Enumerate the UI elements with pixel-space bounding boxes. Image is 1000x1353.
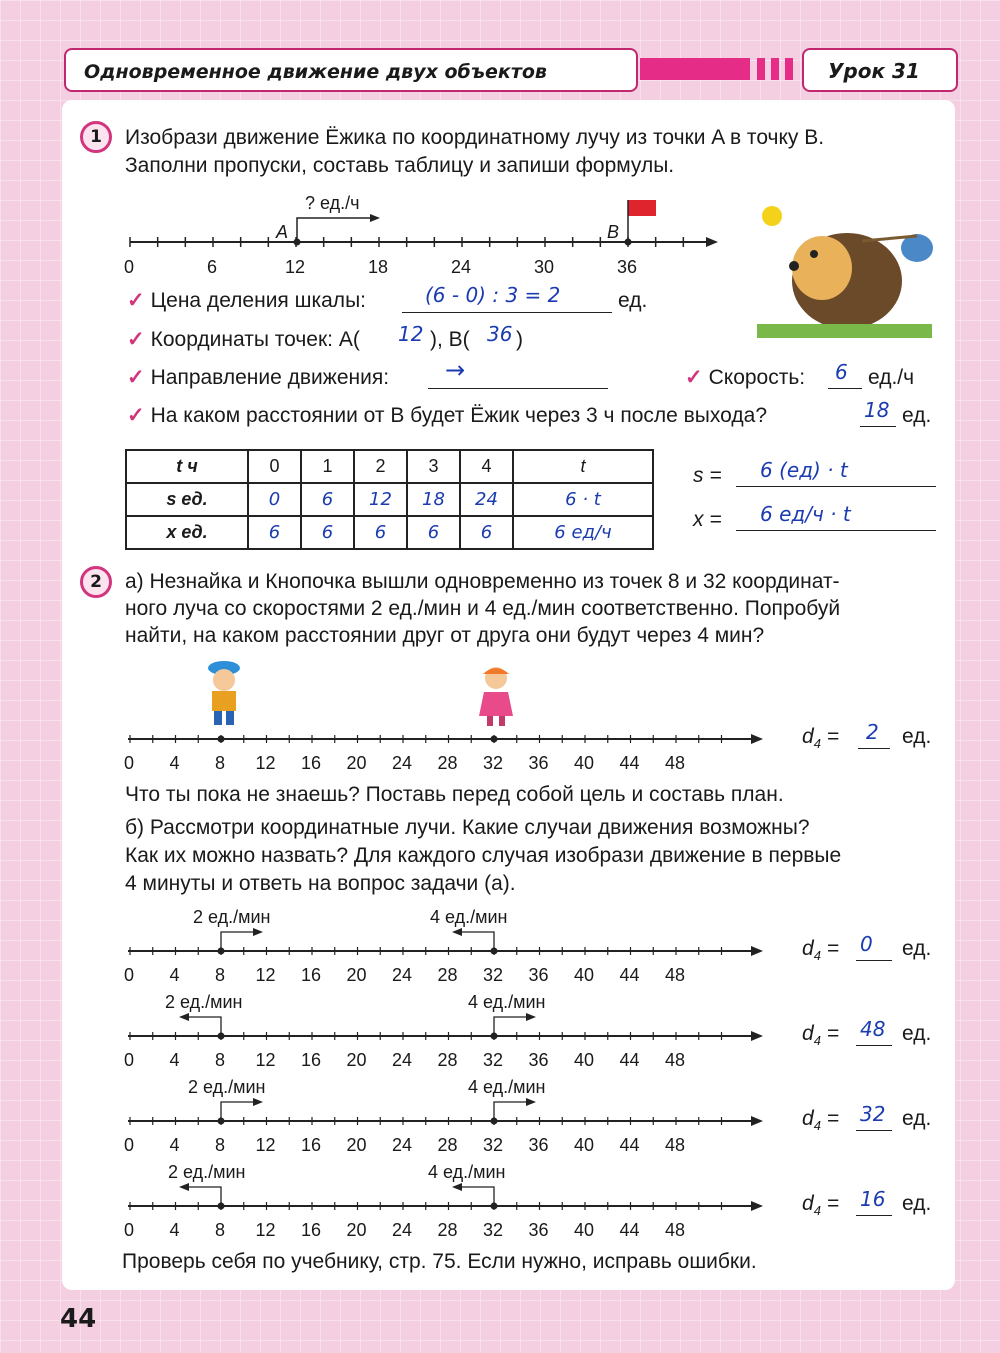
point-32-dot [491, 736, 498, 743]
tick-label: 28 [437, 1135, 458, 1155]
coords-question: ✓ Координаты точек: A( [127, 328, 360, 351]
lesson-label: Урок 31 [802, 48, 958, 92]
scale-unit: ед. [618, 289, 648, 312]
tick-label: 48 [665, 1050, 686, 1070]
tick-label: 20 [346, 753, 367, 773]
speed-label-4: 4 ед./мин [468, 992, 546, 1012]
speed-label-2: 2 ед./мин [165, 992, 243, 1012]
row-head-s: s ед. [126, 483, 248, 516]
tick-label: 4 [169, 965, 180, 985]
coord-b-answer[interactable]: 36 [487, 322, 513, 346]
axis-arrowhead [751, 1116, 763, 1126]
formula-s-answer[interactable]: 6 (ед) · t [760, 458, 848, 482]
tick-label: 36 [528, 965, 549, 985]
tick-label: 24 [392, 753, 413, 773]
row-head-t: t ч [126, 450, 248, 483]
speed-answer[interactable]: 6 [835, 360, 848, 384]
tick-label: 32 [483, 1135, 504, 1155]
tick-label: 0 [124, 1220, 135, 1240]
coord-a-answer[interactable]: 12 [398, 322, 424, 346]
tick-label: 30 [534, 257, 555, 277]
axis-arrowhead [751, 1201, 763, 1211]
tick-label: 0 [124, 1135, 135, 1155]
tick-label: 4 [169, 1135, 180, 1155]
point-b-label: B [607, 222, 620, 242]
tick-label: 48 [665, 1135, 686, 1155]
task-2b-line2: Как их можно назвать? Для каждого случая изобрази движение в первые [125, 844, 842, 867]
d4-answer-b[interactable]: 48 [860, 1017, 886, 1041]
task-2a-line1: а) Незнайка и Кнопочка вышли одновременно из точек 8 и 32 координат- [125, 570, 840, 593]
tick-label: 40 [574, 1135, 595, 1155]
distance-question: ✓ На каком расстоянии от B будет Ёжик через 3 ч после выхода? [127, 404, 767, 427]
direction-question: ✓ Направление движения: [127, 366, 390, 389]
task-2b-line1: б) Рассмотри координатные лучи. Какие случаи движения возможны? [125, 816, 810, 839]
d4-answer-line-a [858, 748, 890, 749]
tick-label: 16 [301, 965, 322, 985]
tick-label: 28 [437, 1220, 458, 1240]
axis-arrowhead [751, 1031, 763, 1041]
tick-label: 28 [437, 1050, 458, 1070]
tick-label: 20 [346, 1220, 367, 1240]
tick-label: 36 [617, 257, 638, 277]
check-line: Проверь себя по учебнику, стр. 75. Если нужно, исправь ошибки. [122, 1250, 757, 1273]
formula-x-label: x = [693, 508, 722, 531]
tick-label: 8 [215, 1135, 226, 1155]
d4-unit-b: ед. [902, 1107, 932, 1130]
coords-mid: ), B( [430, 328, 470, 351]
d4-label-b: $d_4$ = [802, 1022, 840, 1049]
speed-label-4: 4 ед./мин [428, 1162, 506, 1182]
speed-label-4: 4 ед./мин [430, 907, 508, 927]
table-row: s ед. 0 6 12 18 24 6 · t [126, 483, 653, 516]
tick-label: 6 [207, 257, 218, 277]
tick-label: 12 [255, 1135, 276, 1155]
axis-arrowhead [751, 946, 763, 956]
tick-label: 44 [619, 1220, 640, 1240]
tick-label: 12 [255, 965, 276, 985]
tick-label: 12 [255, 1050, 276, 1070]
d4-unit-b: ед. [902, 1022, 932, 1045]
tick-label: 8 [215, 1220, 226, 1240]
tick-label: 4 [169, 1220, 180, 1240]
task-2b-line3: 4 минуты и ответь на вопрос задачи (а). [125, 872, 516, 895]
task-2-number: 2 [80, 566, 112, 598]
axis-arrowhead [751, 734, 763, 744]
d4-answer-line-b [856, 1045, 892, 1046]
tick-label: 4 [169, 1050, 180, 1070]
d4-label-a: $d_4$ = [802, 725, 840, 752]
tick-label: 16 [301, 1050, 322, 1070]
speed-label-4: 4 ед./мин [468, 1077, 546, 1097]
task-1-speed-label: ? ед./ч [305, 193, 360, 213]
formula-s-label: s = [693, 464, 722, 487]
tick-label: 8 [215, 1050, 226, 1070]
tick-label: 48 [665, 1220, 686, 1240]
tick-label: 12 [255, 753, 276, 773]
tick-label: 40 [574, 965, 595, 985]
tick-label: 44 [619, 965, 640, 985]
tick-label: 16 [301, 753, 322, 773]
tick-label: 0 [124, 257, 135, 277]
tick-label: 40 [574, 753, 595, 773]
task-2a-line2: ного луча со скоростями 2 ед./мин и 4 ед./мин соответственно. Попробуй [125, 597, 841, 620]
task-1-number: 1 [80, 121, 112, 153]
scale-answer[interactable]: (6 - 0) : 3 = 2 [425, 283, 561, 307]
speed-label-2: 2 ед./мин [188, 1077, 266, 1097]
tick-label: 16 [301, 1220, 322, 1240]
tick-label: 44 [619, 1050, 640, 1070]
tick-label: 0 [124, 1050, 135, 1070]
tick-label: 36 [528, 1220, 549, 1240]
plan-line: Что ты пока не знаешь? Поставь перед собой цель и составь план. [125, 783, 784, 806]
tick-label: 20 [346, 1050, 367, 1070]
tick-label: 36 [528, 1050, 549, 1070]
tick-label: 28 [437, 753, 458, 773]
task-2a-line3: найти, на каком расстоянии друг от друга они будут через 4 мин? [125, 624, 765, 647]
d4-label-b: $d_4$ = [802, 1192, 840, 1219]
row-head-x: x ед. [126, 516, 248, 549]
tick-label: 16 [301, 1135, 322, 1155]
tick-label: 40 [574, 1050, 595, 1070]
point-8-dot [218, 736, 225, 743]
speed-unit: ед./ч [868, 366, 915, 389]
d4-answer-b[interactable]: 16 [860, 1187, 886, 1211]
d4-answer-a[interactable]: 2 [866, 720, 879, 744]
tick-label: 32 [483, 1220, 504, 1240]
tick-label: 8 [215, 965, 226, 985]
page-title: Одновременное движение двух объектов [64, 48, 638, 92]
tick-label: 12 [285, 257, 306, 277]
point-a-label: A [276, 222, 289, 242]
tick-label: 0 [124, 753, 135, 773]
tick-label: 24 [451, 257, 472, 277]
speed-label-2: 2 ед./мин [193, 907, 271, 927]
tick-label: 36 [528, 753, 549, 773]
d4-unit-a: ед. [902, 725, 932, 748]
formula-x-answer[interactable]: 6 ед/ч · t [760, 502, 851, 526]
tick-label: 40 [574, 1220, 595, 1240]
tick-label: 4 [169, 753, 180, 773]
d4-answer-line-b [856, 960, 892, 961]
tick-label: 32 [483, 1050, 504, 1070]
distance-unit: ед. [902, 404, 932, 427]
d4-answer-b[interactable]: 32 [860, 1102, 886, 1126]
tick-label: 20 [346, 1135, 367, 1155]
d4-answer-b[interactable]: 0 [860, 932, 873, 956]
tick-label: 24 [392, 1135, 413, 1155]
speed-label-2: 2 ед./мин [168, 1162, 246, 1182]
d4-unit-b: ед. [902, 1192, 932, 1215]
tick-label: 20 [346, 965, 367, 985]
tick-label: 48 [665, 965, 686, 985]
tick-label: 36 [528, 1135, 549, 1155]
d4-unit-b: ед. [902, 937, 932, 960]
table-row: x ед. 6 6 6 6 6 6 ед/ч [126, 516, 653, 549]
page-number: 44 [60, 1304, 97, 1334]
d4-label-b: $d_4$ = [802, 937, 840, 964]
tick-label: 0 [124, 965, 135, 985]
tick-label: 32 [483, 965, 504, 985]
tick-label: 44 [619, 753, 640, 773]
d4-label-b: $d_4$ = [802, 1107, 840, 1134]
tick-label: 24 [392, 1050, 413, 1070]
tick-label: 24 [392, 965, 413, 985]
scale-question: ✓ Цена деления шкалы: [127, 289, 366, 312]
tick-label: 24 [392, 1220, 413, 1240]
task-1-text-line2: Заполни пропуски, составь таблицу и запиши формулы. [125, 154, 675, 177]
speed-question: ✓ Скорость: [685, 366, 806, 389]
direction-answer[interactable]: → [445, 356, 466, 384]
tick-label: 12 [255, 1220, 276, 1240]
tick-label: 28 [437, 965, 458, 985]
table-row: t ч 0 1 2 3 4 t [126, 450, 653, 483]
distance-answer[interactable]: 18 [864, 398, 890, 422]
tick-label: 48 [665, 753, 686, 773]
task-1-text-line1: Изобрази движение Ёжика по координатному лучу из точки A в точку B. [125, 126, 825, 149]
tick-label: 32 [483, 753, 504, 773]
tick-label: 18 [368, 257, 389, 277]
tick-label: 8 [215, 753, 226, 773]
d4-answer-line-b [856, 1215, 892, 1216]
d4-answer-line-b [856, 1130, 892, 1131]
tick-label: 44 [619, 1135, 640, 1155]
coords-end: ) [516, 328, 523, 351]
